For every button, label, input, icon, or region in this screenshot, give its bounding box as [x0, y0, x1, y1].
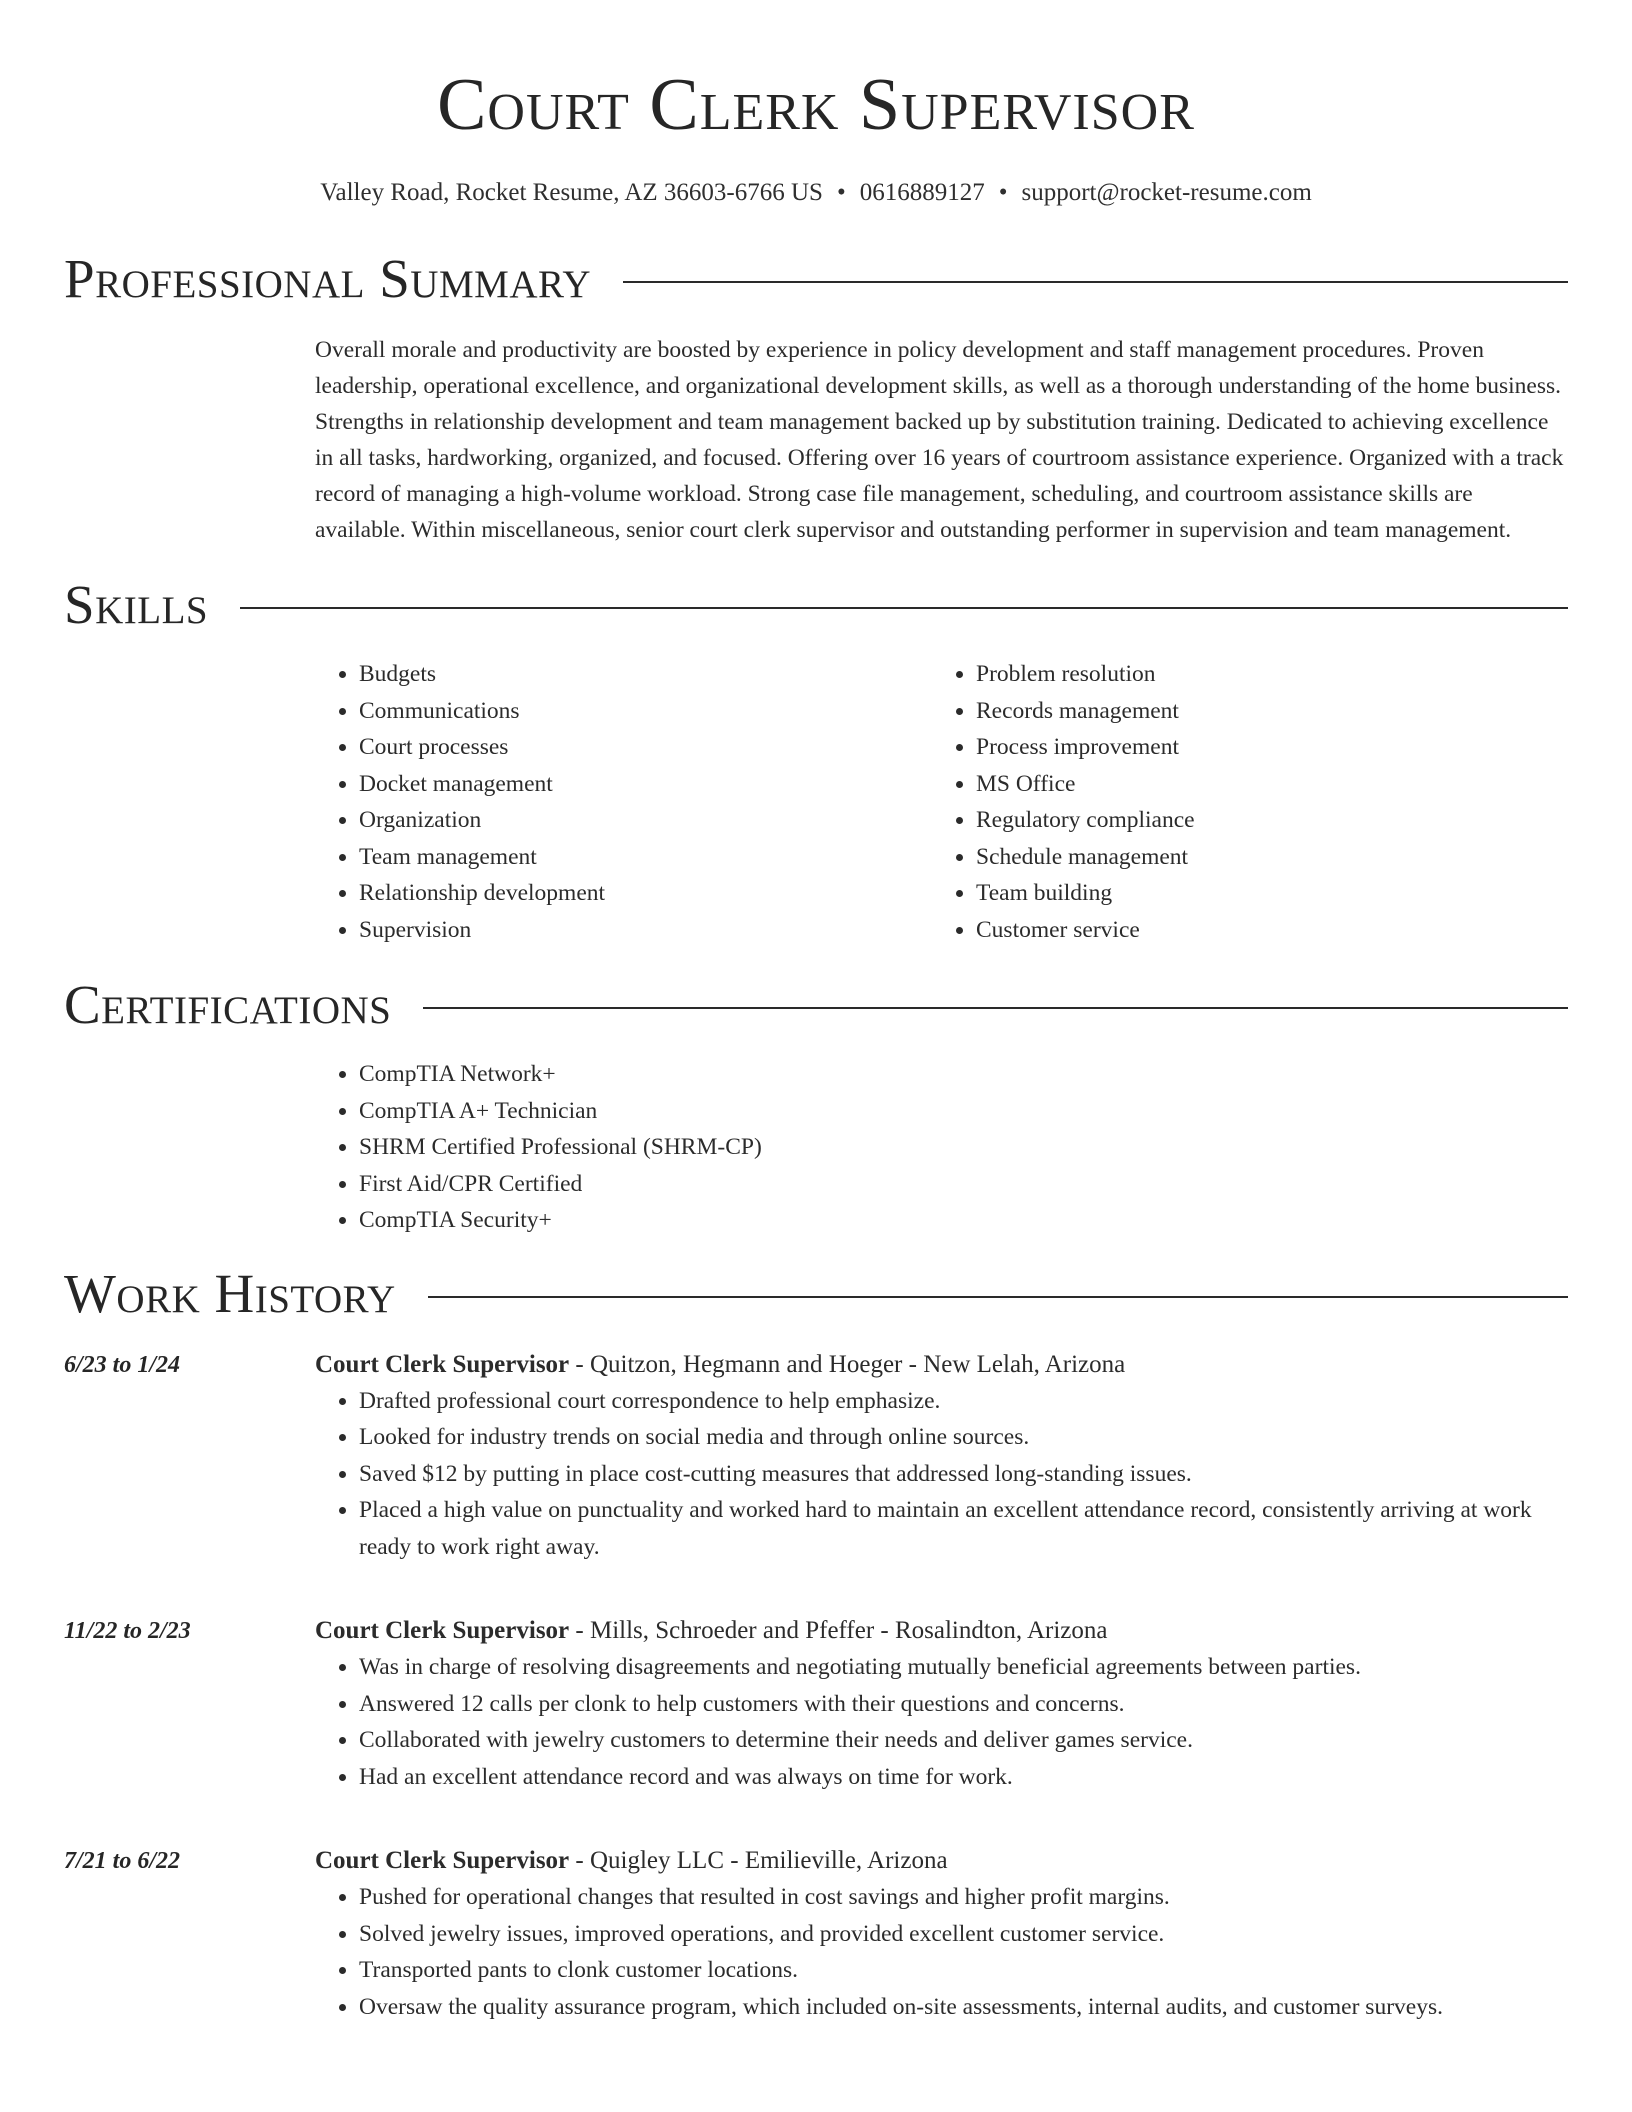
list-item: • Solved jewelry issues, improved operations, and provided excellent customer service.: [359, 1916, 1568, 1953]
list-item: • Budgets: [359, 656, 932, 693]
summary-heading: Professional Summary: [64, 248, 592, 309]
list-item: • Schedule management: [976, 839, 1549, 876]
list-item: • First Aid/CPR Certified: [359, 1166, 1568, 1203]
job-entry: [64, 1843, 1568, 2025]
list-item: • MS Office: [976, 766, 1549, 803]
list-item: • Customer service: [976, 912, 1549, 949]
skills-section-header: [64, 574, 1568, 636]
list-item: • Transported pants to clonk customer locations.: [359, 1952, 1568, 1989]
job-entry: [64, 1347, 1568, 1566]
job-employer-location: - Quitzon, Hegmann and Hoeger - New Lelah, Arizona: [569, 1350, 1126, 1378]
list-item: • Saved $12 by putting in place cost-cutting measures that addressed long-standing issues.: [359, 1456, 1568, 1493]
job-dates: 11/22 to 2/23: [64, 1618, 191, 1644]
list-item: • Had an excellent attendance record and was always on time for work.: [359, 1759, 1568, 1796]
section-divider: [623, 281, 1568, 283]
list-item: • CompTIA Security+: [359, 1202, 1568, 1239]
contact-email: support@rocket-resume.com: [1021, 179, 1312, 206]
job-entry: [64, 1613, 1568, 1795]
certifications-heading: Certifications: [64, 974, 392, 1035]
list-item: • CompTIA A+ Technician: [359, 1093, 1568, 1130]
work-heading: Work History: [64, 1262, 396, 1324]
job-dates: 7/21 to 6/22: [64, 1848, 181, 1874]
list-item: • Team management: [359, 839, 932, 876]
list-item: • Was in charge of resolving disagreements and negotiating mutually beneficial agreements between parties.: [359, 1649, 1568, 1686]
job-bullet-list: [315, 1649, 1568, 1795]
list-item: • Pushed for operational changes that resulted in cost savings and higher profit margins.: [359, 1879, 1568, 1916]
list-item: • Records management: [976, 693, 1549, 730]
summary-section-header: [64, 248, 1568, 310]
skills-column-left: [315, 656, 932, 948]
list-item: • SHRM Certified Professional (SHRM-CP): [359, 1129, 1568, 1166]
list-item: • CompTIA Network+: [359, 1056, 1568, 1093]
contact-separator: •: [836, 179, 846, 206]
list-item: • Placed a high value on punctuality and worked hard to maintain an excellent attendance record, consistently arriving at work ready to work right away.: [359, 1492, 1568, 1565]
job-employer-location: - Mills, Schroeder and Pfeffer - Rosalindton, Arizona: [569, 1617, 1108, 1644]
list-item: • Problem resolution: [976, 656, 1549, 693]
list-item: • Collaborated with jewelry customers to determine their needs and deliver games service.: [359, 1722, 1568, 1759]
section-divider: [428, 1296, 1568, 1298]
resume-name: Court Clerk Supervisor: [437, 64, 1195, 146]
section-divider: [240, 607, 1568, 609]
section-divider: [423, 1007, 1568, 1009]
job-body: [315, 1613, 1568, 1795]
certifications-section-header: [64, 974, 1568, 1036]
certifications-list: [315, 1056, 1568, 1239]
list-item: • Docket management: [359, 766, 932, 803]
job-bullet-list: [315, 1383, 1568, 1566]
list-item: • Communications: [359, 693, 932, 730]
skills-grid: [315, 656, 1568, 948]
job-role: Court Clerk Supervisor: [315, 1350, 570, 1378]
job-role: Court Clerk Supervisor: [315, 1847, 570, 1874]
job-employer-location: - Quigley LLC - Emilieville, Arizona: [569, 1847, 948, 1874]
job-bullet-list: [315, 1879, 1568, 2025]
list-item: • Relationship development: [359, 875, 932, 912]
list-item: • Drafted professional court correspondence to help emphasize.: [359, 1383, 1568, 1420]
list-item: • Regulatory compliance: [976, 802, 1549, 839]
list-item: • Supervision: [359, 912, 932, 949]
skills-heading: Skills: [64, 574, 209, 635]
job-dates: 6/23 to 1/24: [64, 1351, 181, 1378]
summary-text: Overall morale and productivity are boosted by experience in policy development and staff management procedures. Proven leadership, operational excellence, and organizational development skills, as well as a thorough understanding of the home business. Strengths in relationship development and team management backed up by substitution training. Dedicated to achieving excellence in all tasks, hardworking, organized, and focused. Offering over 16 years of courtroom assistance experience. Organized with a track record of managing a high-volume workload. Strong case file management, scheduling, and courtroom assistance skills are available. Within miscellaneous, senior court clerk supervisor and outstanding performer in supervision and team management.: [315, 337, 1564, 543]
list-item: • Process improvement: [976, 729, 1549, 766]
job-title-line: [315, 1347, 1568, 1383]
list-item: • Court processes: [359, 729, 932, 766]
skills-list-right: [932, 656, 1549, 948]
work-history-list: [64, 1347, 1568, 2026]
skills-list-left: [315, 656, 932, 948]
job-body: [315, 1347, 1568, 1566]
contact-separator: •: [998, 179, 1008, 206]
job-role: Court Clerk Supervisor: [315, 1617, 570, 1644]
list-item: • Looked for industry trends on social media and through online sources.: [359, 1419, 1568, 1456]
work-section-header: [64, 1263, 1568, 1325]
skills-column-right: [932, 656, 1549, 948]
contact-address: Valley Road, Rocket Resume, AZ 36603-6766 US: [320, 179, 823, 206]
job-body: [315, 1843, 1568, 2025]
contact-line: [64, 178, 1568, 208]
contact-phone: 0616889127: [859, 179, 985, 206]
list-item: • Oversaw the quality assurance program, which included on-site assessments, internal audits, and customer surveys.: [359, 1989, 1568, 2026]
certifications-block: [315, 1056, 1568, 1239]
job-title-line: [315, 1613, 1568, 1649]
list-item: • Answered 12 calls per clonk to help customers with their questions and concerns.: [359, 1686, 1568, 1723]
list-item: • Team building: [976, 875, 1549, 912]
job-title-line: [315, 1843, 1568, 1879]
list-item: • Organization: [359, 802, 932, 839]
